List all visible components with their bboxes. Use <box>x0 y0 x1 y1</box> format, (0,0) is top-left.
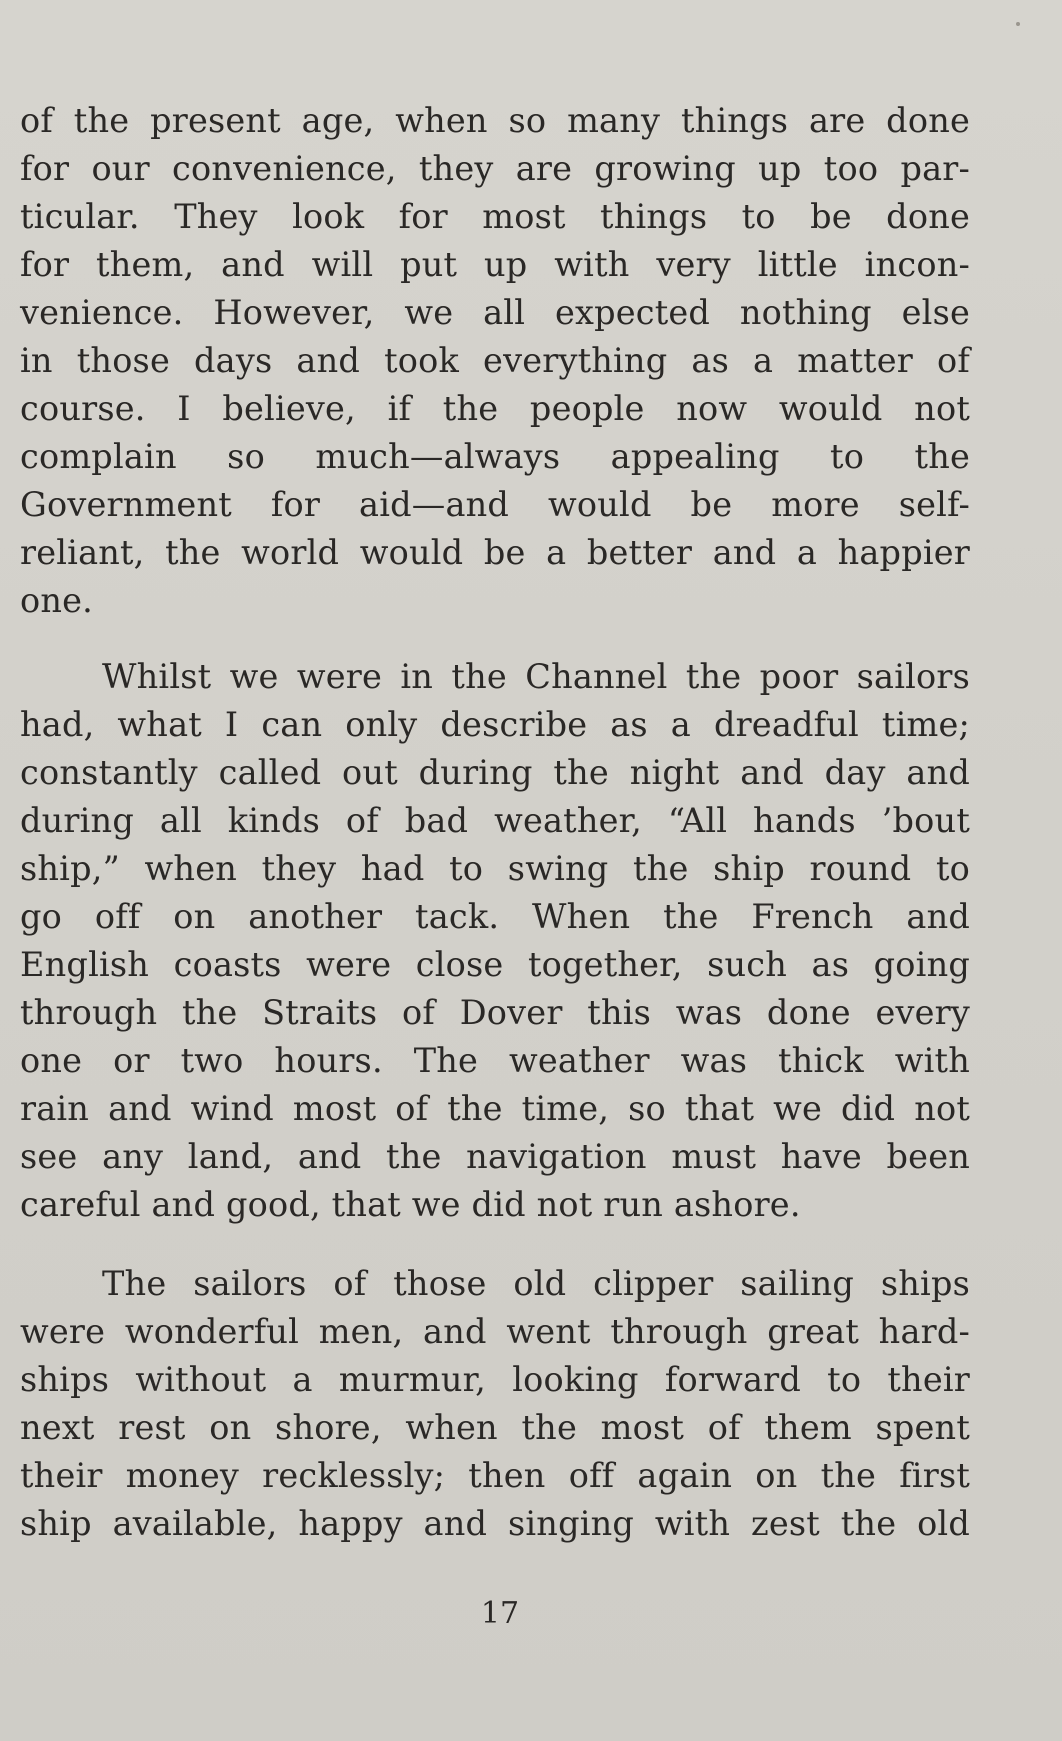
text-line: English coasts were close together, such as going <box>20 945 970 984</box>
text-line: one or two hours. The weather was thick with <box>20 1041 970 1080</box>
text-line: ship,” when they had to swing the ship round to <box>20 849 970 888</box>
text-line: constantly called out during the night and day and <box>20 753 970 792</box>
text-line: their money recklessly; then off again on the first <box>20 1456 970 1495</box>
text-line: for them, and will put up with very little incon- <box>20 245 970 284</box>
paragraph-3 <box>20 1260 970 1548</box>
paper-speck <box>1016 22 1020 26</box>
text-line: careful and good, that we did not run ashore. <box>20 1185 801 1224</box>
text-line: venience. However, we all expected nothing else <box>20 293 970 332</box>
text-line: next rest on shore, when the most of them spent <box>20 1408 970 1447</box>
text-line: complain so much—always appealing to the <box>20 437 970 476</box>
text-line: ticular. They look for most things to be done <box>20 197 970 236</box>
paragraph-2 <box>20 653 970 1229</box>
text-line: in those days and took everything as a matter of <box>20 341 970 380</box>
text-line: go off on another tack. When the French and <box>20 897 970 936</box>
text-line: of the present age, when so many things are done <box>20 101 970 140</box>
text-line: rain and wind most of the time, so that we did not <box>20 1089 970 1128</box>
text-line: through the Straits of Dover this was done every <box>20 993 970 1032</box>
text-line: course. I believe, if the people now would not <box>20 389 970 428</box>
text-line: ship available, happy and singing with zest the old <box>20 1504 970 1543</box>
page-number: 17 <box>480 1596 520 1631</box>
text-line: The sailors of those old clipper sailing ships <box>102 1264 970 1303</box>
text-line: reliant, the world would be a better and a happier <box>20 533 970 572</box>
text-line: see any land, and the navigation must have been <box>20 1137 970 1176</box>
text-line: were wonderful men, and went through great hard- <box>20 1312 970 1351</box>
text-line: one. <box>20 581 94 620</box>
text-line: during all kinds of bad weather, “All hands ’bout <box>20 801 970 840</box>
text-line: Government for aid—and would be more self- <box>20 485 970 524</box>
text-line: for our convenience, they are growing up too par- <box>20 149 970 188</box>
paragraph-1 <box>20 97 970 625</box>
text-line: ships without a murmur, looking forward to their <box>20 1360 970 1399</box>
text-line: Whilst we were in the Channel the poor sailors <box>102 657 970 696</box>
text-line: had, what I can only describe as a dreadful time; <box>20 705 970 744</box>
